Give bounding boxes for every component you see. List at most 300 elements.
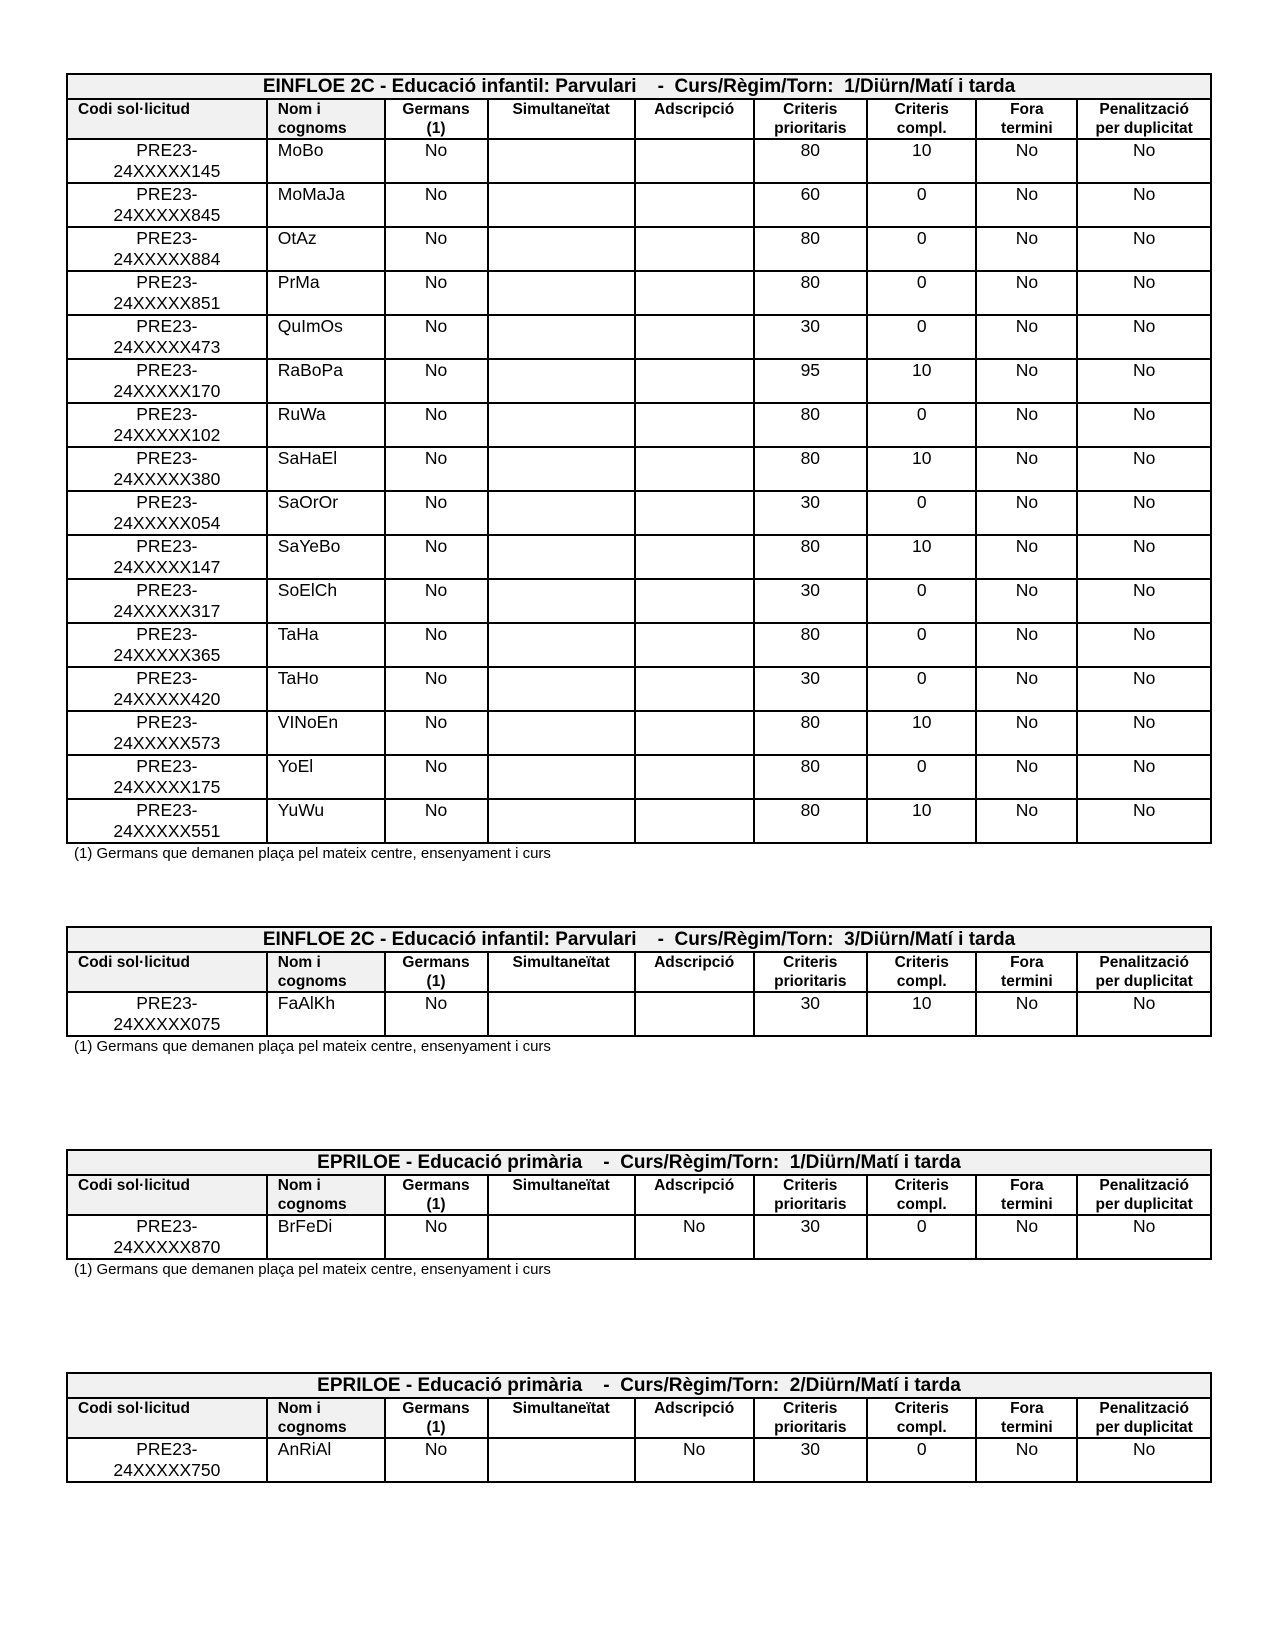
- table-row: [67, 447, 1211, 491]
- col-header-germans-line: Germans: [402, 954, 470, 971]
- col-header-penalitzacio: [1077, 1398, 1211, 1438]
- table-title: [67, 1373, 1211, 1398]
- col-header-nom-line: cognoms: [277, 973, 347, 990]
- cell-nom: SoElCh: [267, 579, 385, 623]
- codi-part-1: PRE23-: [136, 360, 198, 380]
- col-header-nom-line: cognoms: [277, 1196, 347, 1213]
- cell-nom: RuWa: [267, 403, 385, 447]
- col-header-nom-line: Nom i: [277, 1177, 321, 1194]
- col-header-nom: [267, 99, 385, 139]
- col-header-fora-termini-line: Fora: [1010, 954, 1044, 971]
- cell-codi: [67, 447, 267, 491]
- codi-part-2: 24XXXXX170: [113, 380, 221, 401]
- cell-germans: No: [385, 992, 488, 1036]
- codi-part-2: 24XXXXX380: [113, 468, 221, 489]
- col-header-fora-termini-line: Fora: [1010, 1177, 1044, 1194]
- cell-criteris-compl: 10: [867, 447, 976, 491]
- cell-fora-termini: No: [976, 359, 1077, 403]
- table-row: [67, 139, 1211, 183]
- col-header-germans-line: (1): [426, 1419, 446, 1436]
- codi-part-2: 24XXXXX420: [113, 688, 221, 709]
- cell-simultaneitat: [488, 359, 635, 403]
- cell-fora-termini: No: [976, 1438, 1077, 1482]
- col-header-fora-termini-line: Fora: [1010, 1400, 1044, 1417]
- cell-criteris-compl: 0: [867, 315, 976, 359]
- cell-germans: No: [385, 755, 488, 799]
- cell-simultaneitat: [488, 992, 635, 1036]
- admission-table-section: [66, 73, 1212, 863]
- table-row: [67, 799, 1211, 843]
- cell-nom: YuWu: [267, 799, 385, 843]
- col-header-fora-termini: [976, 952, 1077, 992]
- col-header-criteris-compl: [867, 99, 976, 139]
- col-header-penalitzacio-line: per duplicitat: [1095, 1419, 1193, 1436]
- cell-codi: [67, 755, 267, 799]
- col-header-criteris-prioritaris-line: prioritaris: [774, 1196, 847, 1213]
- cell-simultaneitat: [488, 1438, 635, 1482]
- cell-fora-termini: No: [976, 271, 1077, 315]
- cell-criteris-prioritaris: 30: [754, 667, 868, 711]
- cell-nom: YoEl: [267, 755, 385, 799]
- cell-criteris-compl: 10: [867, 535, 976, 579]
- cell-criteris-compl: 0: [867, 183, 976, 227]
- table-row: [67, 535, 1211, 579]
- cell-codi: [67, 667, 267, 711]
- cell-codi: [67, 711, 267, 755]
- codi-part-1: PRE23-: [136, 1439, 198, 1459]
- cell-adscripcio: [635, 447, 754, 491]
- cell-nom: VINoEn: [267, 711, 385, 755]
- footnote: (1) Germans que demanen plaça pel mateix centre, ensenyament i curs: [74, 845, 551, 862]
- cell-criteris-compl: 10: [867, 799, 976, 843]
- codi-part-1: PRE23-: [136, 228, 198, 248]
- col-header-germans-line: (1): [426, 1196, 446, 1213]
- col-header-adscripcio-line: Adscripció: [654, 101, 735, 118]
- table-title-text: EPRILOE - Educació primària - Curs/Règim/Torn: 2/Diürn/Matí i tarda: [317, 1375, 961, 1396]
- cell-simultaneitat: [488, 315, 635, 359]
- col-header-adscripcio: [635, 952, 754, 992]
- table-row: [67, 711, 1211, 755]
- cell-criteris-prioritaris: 80: [754, 623, 868, 667]
- col-header-germans: [385, 99, 488, 139]
- col-header-fora-termini-line: termini: [1001, 973, 1053, 990]
- cell-simultaneitat: [488, 491, 635, 535]
- cell-adscripcio: [635, 359, 754, 403]
- col-header-nom-line: Nom i: [277, 954, 321, 971]
- cell-germans: No: [385, 359, 488, 403]
- cell-simultaneitat: [488, 623, 635, 667]
- cell-simultaneitat: [488, 799, 635, 843]
- col-header-criteris-prioritaris-line: prioritaris: [774, 1419, 847, 1436]
- codi-part-2: 24XXXXX102: [113, 424, 221, 445]
- cell-criteris-prioritaris: 80: [754, 447, 868, 491]
- cell-adscripcio: No: [635, 1438, 754, 1482]
- cell-criteris-prioritaris: 30: [754, 579, 868, 623]
- cell-simultaneitat: [488, 227, 635, 271]
- col-header-codi-line: Codi sol·licitud: [78, 1177, 190, 1194]
- cell-penalitzacio: No: [1077, 711, 1211, 755]
- cell-codi: [67, 271, 267, 315]
- cell-criteris-compl: 0: [867, 623, 976, 667]
- col-header-penalitzacio-line: Penalització: [1099, 954, 1189, 971]
- cell-criteris-compl: 10: [867, 359, 976, 403]
- col-header-criteris-compl: [867, 1175, 976, 1215]
- cell-fora-termini: No: [976, 183, 1077, 227]
- cell-criteris-compl: 0: [867, 271, 976, 315]
- table-title-text: EINFLOE 2C - Educació infantil: Parvulari - Curs/Règim/Torn: 3/Diürn/Matí i tarda: [262, 929, 1016, 950]
- cell-fora-termini: No: [976, 447, 1077, 491]
- cell-criteris-prioritaris: 95: [754, 359, 868, 403]
- cell-nom: TaHo: [267, 667, 385, 711]
- cell-nom: RaBoPa: [267, 359, 385, 403]
- cell-adscripcio: [635, 711, 754, 755]
- cell-adscripcio: [635, 227, 754, 271]
- col-header-criteris-compl: [867, 952, 976, 992]
- cell-adscripcio: [635, 579, 754, 623]
- col-header-adscripcio: [635, 1175, 754, 1215]
- col-header-germans-line: Germans: [402, 1177, 470, 1194]
- cell-adscripcio: [635, 535, 754, 579]
- table-row: [67, 227, 1211, 271]
- cell-criteris-prioritaris: 80: [754, 227, 868, 271]
- codi-part-2: 24XXXXX145: [113, 160, 221, 181]
- cell-nom: PrMa: [267, 271, 385, 315]
- col-header-fora-termini: [976, 1398, 1077, 1438]
- cell-codi: [67, 139, 267, 183]
- cell-germans: No: [385, 315, 488, 359]
- cell-fora-termini: No: [976, 535, 1077, 579]
- codi-part-1: PRE23-: [136, 1216, 198, 1236]
- codi-part-1: PRE23-: [136, 536, 198, 556]
- col-header-codi: [67, 99, 267, 139]
- cell-codi: [67, 1438, 267, 1482]
- cell-adscripcio: [635, 799, 754, 843]
- cell-criteris-compl: 0: [867, 491, 976, 535]
- cell-criteris-compl: 10: [867, 139, 976, 183]
- codi-part-1: PRE23-: [136, 492, 198, 512]
- cell-simultaneitat: [488, 711, 635, 755]
- table-title-row: [67, 927, 1211, 952]
- cell-germans: No: [385, 579, 488, 623]
- col-header-penalitzacio-line: Penalització: [1099, 1177, 1189, 1194]
- cell-penalitzacio: No: [1077, 623, 1211, 667]
- cell-simultaneitat: [488, 403, 635, 447]
- cell-adscripcio: No: [635, 1215, 754, 1259]
- cell-codi: [67, 799, 267, 843]
- cell-fora-termini: No: [976, 491, 1077, 535]
- cell-adscripcio: [635, 623, 754, 667]
- cell-fora-termini: No: [976, 579, 1077, 623]
- cell-nom: SaHaEl: [267, 447, 385, 491]
- col-header-nom: [267, 1175, 385, 1215]
- cell-nom: MoMaJa: [267, 183, 385, 227]
- cell-nom: SaYeBo: [267, 535, 385, 579]
- cell-penalitzacio: No: [1077, 755, 1211, 799]
- table-title: [67, 74, 1211, 99]
- cell-germans: No: [385, 183, 488, 227]
- cell-nom: TaHa: [267, 623, 385, 667]
- cell-fora-termini: No: [976, 139, 1077, 183]
- table-row: [67, 992, 1211, 1036]
- codi-part-2: 24XXXXX075: [113, 1013, 221, 1034]
- footnote: (1) Germans que demanen plaça pel mateix centre, ensenyament i curs: [74, 1038, 551, 1055]
- col-header-simultaneitat: [488, 952, 635, 992]
- cell-penalitzacio: No: [1077, 992, 1211, 1036]
- cell-adscripcio: [635, 315, 754, 359]
- col-header-simultaneitat-line: Simultaneïtat: [512, 101, 610, 118]
- col-header-penalitzacio-line: Penalització: [1099, 101, 1189, 118]
- col-header-criteris-compl-line: compl.: [896, 1196, 947, 1213]
- cell-criteris-compl: 0: [867, 755, 976, 799]
- column-header-row: [67, 952, 1211, 992]
- codi-part-2: 24XXXXX317: [113, 600, 221, 621]
- col-header-nom-line: Nom i: [277, 1400, 321, 1417]
- cell-penalitzacio: No: [1077, 403, 1211, 447]
- col-header-fora-termini: [976, 99, 1077, 139]
- cell-criteris-prioritaris: 30: [754, 992, 868, 1036]
- cell-fora-termini: No: [976, 227, 1077, 271]
- cell-criteris-prioritaris: 30: [754, 1215, 868, 1259]
- table-row: [67, 491, 1211, 535]
- col-header-penalitzacio: [1077, 99, 1211, 139]
- column-header-row: [67, 99, 1211, 139]
- cell-codi: [67, 227, 267, 271]
- cell-simultaneitat: [488, 1215, 635, 1259]
- cell-criteris-compl: 0: [867, 1215, 976, 1259]
- codi-part-1: PRE23-: [136, 668, 198, 688]
- codi-part-2: 24XXXXX870: [113, 1236, 221, 1257]
- cell-penalitzacio: No: [1077, 1215, 1211, 1259]
- codi-part-1: PRE23-: [136, 404, 198, 424]
- admission-table-section: [66, 1372, 1212, 1483]
- codi-part-1: PRE23-: [136, 184, 198, 204]
- cell-criteris-compl: 10: [867, 711, 976, 755]
- cell-fora-termini: No: [976, 315, 1077, 359]
- admission-table: [66, 1372, 1212, 1483]
- col-header-adscripcio: [635, 1398, 754, 1438]
- cell-penalitzacio: No: [1077, 227, 1211, 271]
- codi-part-1: PRE23-: [136, 712, 198, 732]
- cell-criteris-prioritaris: 80: [754, 799, 868, 843]
- cell-adscripcio: [635, 667, 754, 711]
- admission-table: [66, 73, 1212, 844]
- cell-criteris-compl: 0: [867, 1438, 976, 1482]
- cell-penalitzacio: No: [1077, 491, 1211, 535]
- cell-penalitzacio: No: [1077, 799, 1211, 843]
- footnote: (1) Germans que demanen plaça pel mateix centre, ensenyament i curs: [74, 1261, 551, 1278]
- col-header-penalitzacio-line: per duplicitat: [1095, 973, 1193, 990]
- codi-part-1: PRE23-: [136, 316, 198, 336]
- cell-germans: No: [385, 1438, 488, 1482]
- admission-table-section: [66, 1149, 1212, 1279]
- col-header-penalitzacio: [1077, 1175, 1211, 1215]
- col-header-codi: [67, 1175, 267, 1215]
- cell-criteris-prioritaris: 30: [754, 491, 868, 535]
- table-row: [67, 359, 1211, 403]
- col-header-criteris-prioritaris-line: prioritaris: [774, 973, 847, 990]
- col-header-penalitzacio-line: Penalització: [1099, 1400, 1189, 1417]
- cell-criteris-compl: 0: [867, 403, 976, 447]
- col-header-adscripcio: [635, 99, 754, 139]
- col-header-criteris-compl: [867, 1398, 976, 1438]
- table-title: [67, 1150, 1211, 1175]
- cell-fora-termini: No: [976, 1215, 1077, 1259]
- cell-codi: [67, 623, 267, 667]
- col-header-fora-termini-line: Fora: [1010, 101, 1044, 118]
- cell-codi: [67, 359, 267, 403]
- cell-germans: No: [385, 623, 488, 667]
- cell-nom: MoBo: [267, 139, 385, 183]
- cell-germans: No: [385, 667, 488, 711]
- col-header-criteris-prioritaris-line: prioritaris: [774, 120, 847, 137]
- codi-part-1: PRE23-: [136, 580, 198, 600]
- cell-penalitzacio: No: [1077, 271, 1211, 315]
- col-header-codi: [67, 1398, 267, 1438]
- table-row: [67, 1438, 1211, 1482]
- col-header-criteris-compl-line: compl.: [896, 120, 947, 137]
- col-header-criteris-compl-line: Criteris: [894, 954, 949, 971]
- col-header-simultaneitat: [488, 1398, 635, 1438]
- cell-penalitzacio: No: [1077, 183, 1211, 227]
- cell-adscripcio: [635, 992, 754, 1036]
- cell-penalitzacio: No: [1077, 139, 1211, 183]
- col-header-penalitzacio: [1077, 952, 1211, 992]
- cell-criteris-prioritaris: 80: [754, 139, 868, 183]
- cell-codi: [67, 403, 267, 447]
- cell-nom: FaAlKh: [267, 992, 385, 1036]
- cell-nom: BrFeDi: [267, 1215, 385, 1259]
- cell-fora-termini: No: [976, 667, 1077, 711]
- col-header-criteris-prioritaris: [754, 952, 868, 992]
- cell-criteris-compl: 0: [867, 667, 976, 711]
- cell-germans: No: [385, 403, 488, 447]
- cell-simultaneitat: [488, 139, 635, 183]
- table-title: [67, 927, 1211, 952]
- cell-criteris-prioritaris: 80: [754, 535, 868, 579]
- col-header-criteris-prioritaris: [754, 1398, 868, 1438]
- cell-criteris-compl: 0: [867, 579, 976, 623]
- cell-criteris-prioritaris: 80: [754, 403, 868, 447]
- cell-germans: No: [385, 271, 488, 315]
- codi-part-2: 24XXXXX573: [113, 732, 221, 753]
- col-header-criteris-prioritaris-line: Criteris: [783, 101, 838, 118]
- cell-criteris-prioritaris: 80: [754, 711, 868, 755]
- cell-simultaneitat: [488, 667, 635, 711]
- codi-part-1: PRE23-: [136, 448, 198, 468]
- col-header-germans: [385, 952, 488, 992]
- table-row: [67, 623, 1211, 667]
- cell-penalitzacio: No: [1077, 1438, 1211, 1482]
- col-header-criteris-prioritaris: [754, 1175, 868, 1215]
- codi-part-2: 24XXXXX473: [113, 336, 221, 357]
- table-row: [67, 271, 1211, 315]
- col-header-penalitzacio-line: per duplicitat: [1095, 1196, 1193, 1213]
- cell-codi: [67, 315, 267, 359]
- column-header-row: [67, 1175, 1211, 1215]
- cell-adscripcio: [635, 755, 754, 799]
- col-header-criteris-compl-line: Criteris: [894, 1400, 949, 1417]
- cell-simultaneitat: [488, 579, 635, 623]
- cell-penalitzacio: No: [1077, 315, 1211, 359]
- cell-adscripcio: [635, 403, 754, 447]
- cell-germans: No: [385, 491, 488, 535]
- col-header-criteris-compl-line: compl.: [896, 973, 947, 990]
- table-row: [67, 1215, 1211, 1259]
- cell-germans: No: [385, 711, 488, 755]
- col-header-simultaneitat-line: Simultaneïtat: [512, 954, 610, 971]
- table-title-row: [67, 1150, 1211, 1175]
- col-header-germans: [385, 1398, 488, 1438]
- col-header-simultaneitat: [488, 99, 635, 139]
- col-header-nom-line: cognoms: [277, 120, 347, 137]
- cell-simultaneitat: [488, 183, 635, 227]
- codi-part-1: PRE23-: [136, 756, 198, 776]
- col-header-criteris-prioritaris: [754, 99, 868, 139]
- cell-penalitzacio: No: [1077, 579, 1211, 623]
- admission-table: [66, 926, 1212, 1037]
- table-row: [67, 183, 1211, 227]
- codi-part-2: 24XXXXX851: [113, 292, 221, 313]
- cell-adscripcio: [635, 139, 754, 183]
- cell-simultaneitat: [488, 447, 635, 491]
- cell-codi: [67, 579, 267, 623]
- table-row: [67, 315, 1211, 359]
- col-header-criteris-prioritaris-line: Criteris: [783, 954, 838, 971]
- cell-criteris-prioritaris: 60: [754, 183, 868, 227]
- cell-fora-termini: No: [976, 799, 1077, 843]
- cell-criteris-prioritaris: 30: [754, 315, 868, 359]
- table-row: [67, 403, 1211, 447]
- cell-codi: [67, 491, 267, 535]
- col-header-germans: [385, 1175, 488, 1215]
- col-header-fora-termini-line: termini: [1001, 120, 1053, 137]
- col-header-codi: [67, 952, 267, 992]
- col-header-criteris-compl-line: Criteris: [894, 101, 949, 118]
- table-title-text: EINFLOE 2C - Educació infantil: Parvulari - Curs/Règim/Torn: 1/Diürn/Matí i tarda: [262, 76, 1016, 97]
- col-header-nom: [267, 1398, 385, 1438]
- admission-table: [66, 1149, 1212, 1260]
- cell-simultaneitat: [488, 271, 635, 315]
- cell-nom: AnRiAl: [267, 1438, 385, 1482]
- cell-criteris-compl: 10: [867, 992, 976, 1036]
- col-header-adscripcio-line: Adscripció: [654, 954, 735, 971]
- table-title-text: EPRILOE - Educació primària - Curs/Règim/Torn: 1/Diürn/Matí i tarda: [317, 1152, 961, 1173]
- col-header-germans-line: Germans: [402, 1400, 470, 1417]
- col-header-nom-line: Nom i: [277, 101, 321, 118]
- table-title-row: [67, 74, 1211, 99]
- cell-germans: No: [385, 535, 488, 579]
- cell-germans: No: [385, 139, 488, 183]
- codi-part-1: PRE23-: [136, 140, 198, 160]
- codi-part-2: 24XXXXX147: [113, 556, 221, 577]
- col-header-nom: [267, 952, 385, 992]
- codi-part-1: PRE23-: [136, 272, 198, 292]
- cell-fora-termini: No: [976, 992, 1077, 1036]
- col-header-germans-line: (1): [426, 120, 446, 137]
- col-header-criteris-compl-line: Criteris: [894, 1177, 949, 1194]
- col-header-simultaneitat-line: Simultaneïtat: [512, 1400, 610, 1417]
- cell-germans: No: [385, 1215, 488, 1259]
- col-header-germans-line: Germans: [402, 101, 470, 118]
- cell-criteris-prioritaris: 30: [754, 1438, 868, 1482]
- cell-codi: [67, 992, 267, 1036]
- col-header-adscripcio-line: Adscripció: [654, 1177, 735, 1194]
- admission-table-section: [66, 926, 1212, 1056]
- cell-codi: [67, 535, 267, 579]
- cell-germans: No: [385, 799, 488, 843]
- col-header-simultaneitat-line: Simultaneïtat: [512, 1177, 610, 1194]
- cell-adscripcio: [635, 183, 754, 227]
